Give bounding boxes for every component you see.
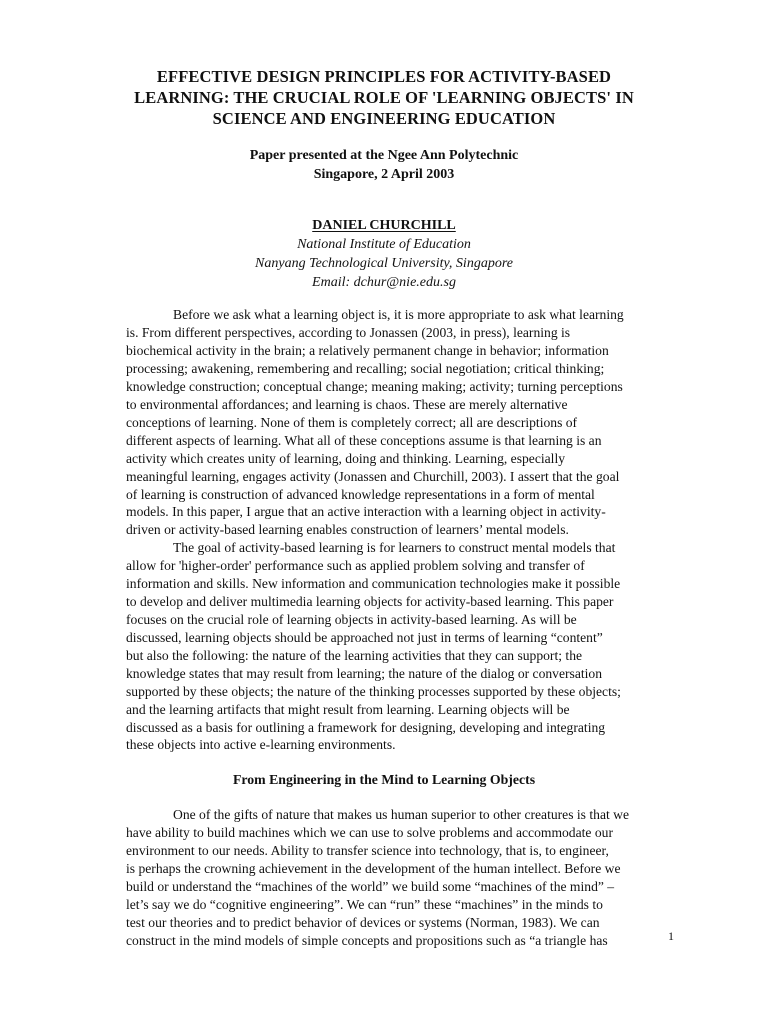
paragraph-line: have ability to build machines which we can use to solve problems and accommodate our [126, 824, 613, 840]
paragraph-goal [126, 539, 650, 754]
title-line: SCIENCE AND ENGINEERING EDUCATION [212, 109, 556, 128]
paragraph-line: knowledge construction; conceptual change; meaning making; activity; turning perceptions [126, 378, 623, 394]
paragraph-line: activity which creates unity of learning, doing and thinking. Learning, especially [126, 450, 566, 466]
paragraph-line: let’s say we do “cognitive engineering”. We can “run” these “machines” in the minds to [126, 896, 603, 912]
paragraph-line: but also the following: the nature of the learning activities that they can support; the [126, 647, 583, 663]
paragraph-line: knowledge states that may result from learning; the nature of the dialog or conversation [126, 665, 603, 681]
author-block [100, 216, 668, 292]
presentation-venue: Paper presented at the Ngee Ann Polytechnic [249, 148, 519, 163]
section-heading: From Engineering in the Mind to Learning Objects [232, 772, 536, 787]
paragraph-line: models. In this paper, I argue that an active interaction with a learning object in activity- [126, 504, 606, 520]
title-line: EFFECTIVE DESIGN PRINCIPLES FOR ACTIVITY-BASED [156, 67, 612, 86]
paragraph-line: these objects into active e-learning environments. [126, 737, 396, 753]
paragraph-line: different aspects of learning. What all of these conceptions assume is that learning is an [126, 432, 602, 448]
paper-title [100, 66, 668, 129]
paragraph-line: and the learning artifacts that might result from learning. Learning objects will be [126, 701, 570, 717]
page-number: 1 [668, 929, 674, 943]
title-line: LEARNING: THE CRUCIAL ROLE OF 'LEARNING OBJECTS' IN [134, 88, 634, 107]
paragraph-line: build or understand the “machines of the world” we build some “machines of the mind” – [126, 878, 615, 894]
paragraph-line: focuses on the crucial role of learning objects in activity-based learning. As will be [126, 611, 577, 627]
paragraph-line: is. From different perspectives, according to Jonassen (2003, in press), learning is [126, 324, 571, 340]
paragraph-line: discussed as a basis for outlining a framework for designing, developing and integrating [126, 719, 606, 735]
paragraph-line: processing; awakening, remembering and recalling; social negotiation; critical thinking; [126, 360, 605, 376]
paragraph-line: to environmental affordances; and learning is chaos. These are merely alternative [126, 396, 568, 412]
paragraph-line: to develop and deliver multimedia learning objects for activity-based learning. This paper [126, 593, 614, 609]
paragraph-line: test our theories and to predict behavior of devices or systems (Norman, 1983). We can [126, 914, 600, 930]
paragraph-line: environment to our needs. Ability to transfer science into technology, that is, to engineer, [126, 842, 609, 858]
paragraph-line: allow for 'higher-order' performance such as applied problem solving and transfer of [126, 557, 585, 573]
paragraph-line: information and skills. New information and communication technologies make it possible [126, 575, 621, 591]
author-name: DANIEL CHURCHILL [312, 218, 456, 233]
paragraph-line: One of the gifts of nature that makes us human superior to other creatures is that we [173, 807, 630, 822]
paragraph-line: supported by these objects; the nature of the thinking processes supported by these objects; [126, 683, 621, 699]
author-affiliation: National Institute of Education [297, 237, 471, 252]
paragraph-line: of learning is construction of advanced knowledge representations in a form of mental [126, 486, 595, 502]
author-email: Email: dchur@nie.edu.sg [312, 275, 456, 290]
paragraph-engineering [126, 806, 650, 950]
presentation-date: Singapore, 2 April 2003 [313, 167, 455, 182]
author-affiliation: Nanyang Technological University, Singapore [255, 256, 513, 271]
presentation-info [100, 146, 668, 184]
paragraph-line: driven or activity-based learning enables construction of learners’ mental models. [126, 522, 569, 538]
paragraph-line: The goal of activity-based learning is for learners to construct mental models that [173, 540, 616, 555]
paragraph-line: biochemical activity in the brain; a relatively permanent change in behavior; information [126, 342, 609, 358]
paragraph-line: conceptions of learning. None of them is completely correct; all are descriptions of [126, 414, 578, 430]
paragraph-line: discussed, learning objects should be approached not just in terms of learning “content” [126, 629, 603, 645]
paragraph-line: meaningful learning, engages activity (Jonassen and Churchill, 2003). I assert that the goal [126, 468, 620, 484]
paragraph-line: is perhaps the crowning achievement in the development of the human intellect. Before we [126, 860, 621, 876]
paragraph-intro [126, 306, 650, 539]
paragraph-line: construct in the mind models of simple concepts and propositions such as “a triangle has [126, 932, 608, 948]
paragraph-line: Before we ask what a learning object is, it is more appropriate to ask what learning [173, 307, 624, 322]
